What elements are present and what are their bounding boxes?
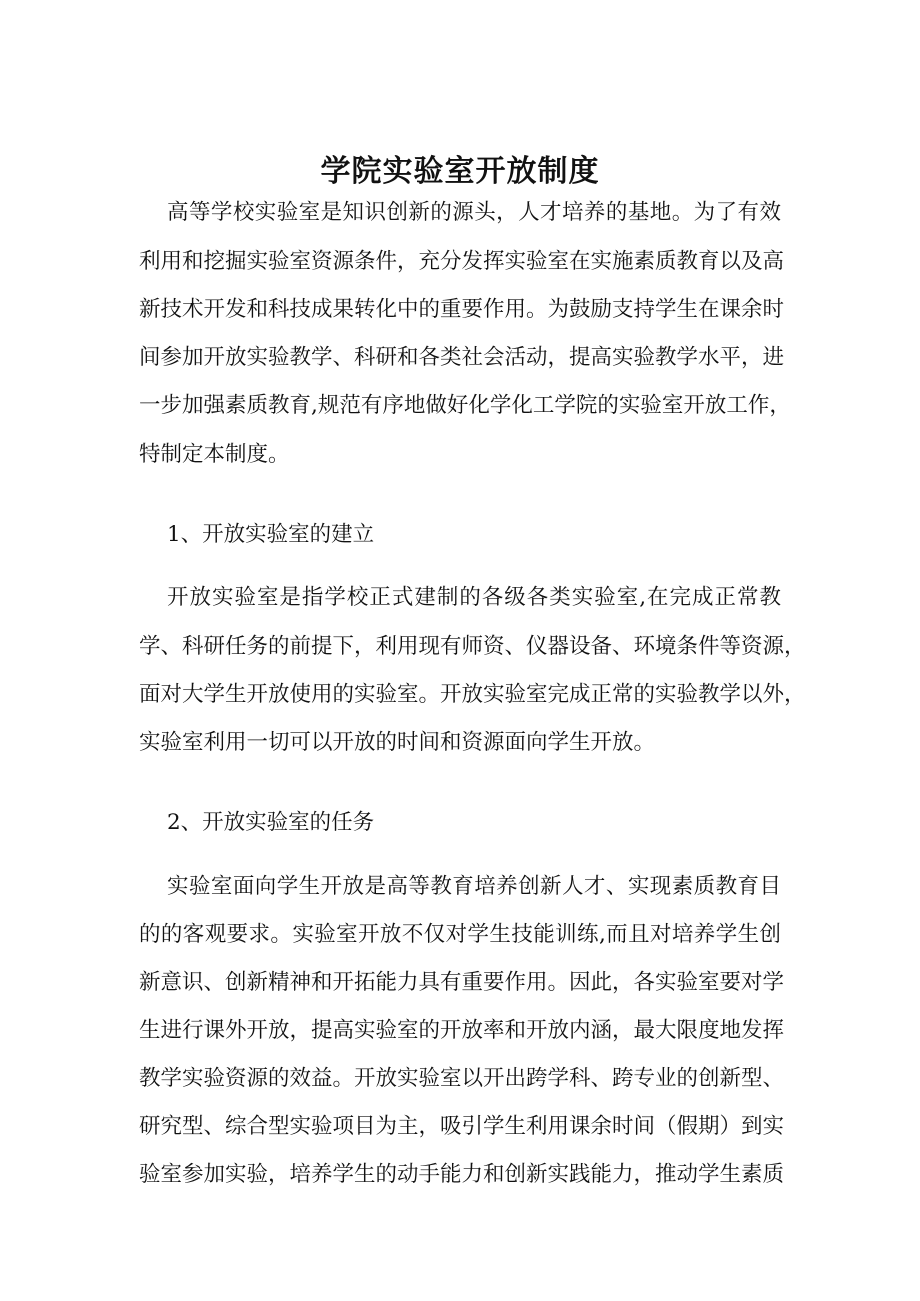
intro-line: 新技术开发和科技成果转化中的重要作用。为鼓励支持学生在课余时: [139, 297, 785, 322]
section-heading-1: 1、开放实验室的建立: [167, 522, 375, 547]
section2-line: 生进行课外开放，提高实验室的开放率和开放内涵，最大限度地发挥: [139, 1018, 785, 1043]
intro-line: 一步加强素质教育,规范有序地做好化学化工学院的实验室开放工作，: [139, 393, 791, 418]
section1-line: 实验室利用一切可以开放的时间和资源面向学生开放。: [139, 730, 656, 755]
intro-line: 特制定本制度。: [139, 442, 290, 467]
section2-line: 教学实验资源的效益。开放实验室以开出跨学科、跨专业的创新型、: [139, 1066, 785, 1091]
section2-line: 新意识、创新精神和开拓能力具有重要作用。因此，各实验室要对学: [139, 970, 785, 995]
section2-line: 的的客观要求。实验室开放不仅对学生技能训练,而且对培养学生创: [139, 922, 781, 947]
section-heading-2: 2、开放实验室的任务: [167, 810, 375, 835]
intro-line: 利用和挖掘实验室资源条件，充分发挥实验室在实施素质教育以及高: [139, 249, 785, 274]
section1-line: 面对大学生开放使用的实验室。开放实验室完成正常的实验教学以外，: [139, 682, 806, 707]
section1-line: 学、科研任务的前提下，利用现有师资、仪器设备、环境条件等资源，: [139, 634, 806, 659]
intro-line: 间参加开放实验教学、科研和各类社会活动，提高实验教学水平，进: [139, 345, 785, 370]
intro-line: 高等学校实验室是知识创新的源头，人才培养的基地。为了有效: [167, 200, 781, 225]
document-title: 学院实验室开放制度: [320, 154, 600, 189]
section2-line: 实验室面向学生开放是高等教育培养创新人才、实现素质教育目: [167, 874, 781, 899]
section2-line: 验室参加实验，培养学生的动手能力和创新实践能力，推动学生素质: [139, 1162, 785, 1187]
section2-line: 研究型、综合型实验项目为主，吸引学生利用课余时间（假期）到实: [139, 1114, 785, 1139]
section1-line: 开放实验室是指学校正式建制的各级各类实验室,在完成正常教: [167, 585, 781, 610]
